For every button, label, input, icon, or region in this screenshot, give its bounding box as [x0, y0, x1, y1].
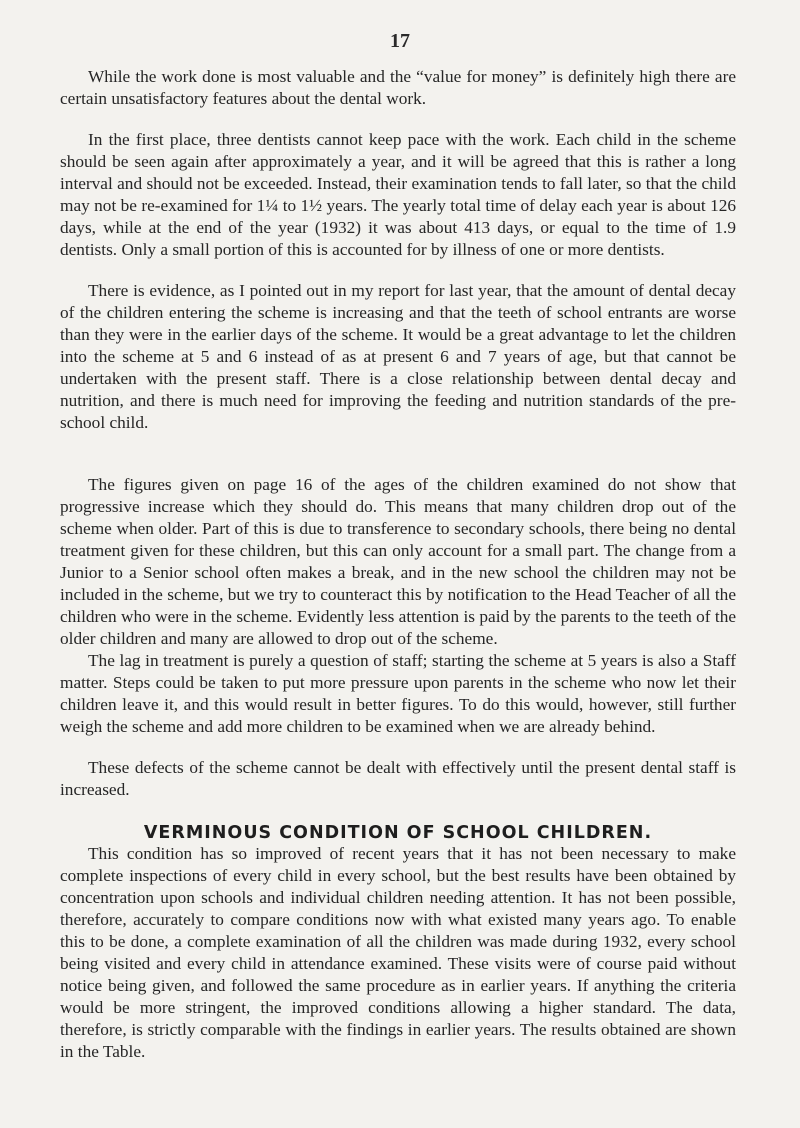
page-number: 17 [390, 30, 410, 52]
paragraph-dental-decay: There is evidence, as I pointed out in my report for last year, that the amount of dental decay of the children entering the scheme is increasing and that the teeth of school entrants are worse than they were in the earlier days of the scheme. It would be a great advantage to let the children into the scheme at 5 and 6 instead of as at present 6 and 7 years of age, but that cannot be undertaken with the present staff. There is a close relationship between dental decay and nutrition, and there is much need for improving the feeding and nutrition standards of the pre-school child. [60, 281, 736, 432]
paragraph-dentists-pace: In the first place, three dentists cannot keep pace with the work. Each child in the scheme should be seen again after approximately a year, and it will be agreed that this is rather a long interval and should not be exceeded. Instead, their examination tends to fall later, so that the child may not be re-examined for 1¼ to 1½ years. The yearly total time of delay each year is about 126 days, while at the end of the year (1932) it was about 413 days, or equal to the time of 1.9 dentists. Only a small portion of this is accounted for by illness of one or more dentists. [60, 130, 736, 259]
paragraph-defects: These defects of the scheme cannot be dealt with effectively until the present dental staff is increased. [60, 758, 736, 799]
paragraph-treatment-lag: The lag in treatment is purely a question of staff; starting the scheme at 5 years is also a Staff matter. Steps could be taken to put more pressure upon parents in the scheme who now let their children leave it, and this would result in better figures. To do this would, however, still further weigh the scheme and add more children to be examined when we are already behind. [60, 651, 736, 736]
paragraph-value-for-money: While the work done is most valuable and the “value for money” is definitely high there are certain unsatisfactory features about the dental work. [60, 67, 736, 108]
section-heading: VERMINOUS CONDITION OF SCHOOL CHILDREN. [143, 823, 653, 843]
paragraph-verminous-condition: This condition has so improved of recent years that it has not been necessary to make complete inspections of every child in every school, but the best results have been obtained by concentration upon schools and individual children needing attention. It has not been possible, therefore, accurately to compare conditions now with what existed many years ago. To enable this to be done, a complete examination of all the children was made during 1932, every school being visited and every child in attendance examined. These visits were of course paid without notice being given, and followed the same procedure as in earlier years. If anything the criteria would be more stringent, the improved conditions allowing a higher standard. The data, therefore, is strictly comparable with the findings in earlier years. The results obtained are shown in the Table. [60, 844, 736, 1061]
paragraph-age-figures: The figures given on page 16 of the ages of the children examined do not show that progressive increase which they should do. This means that many children drop out of the scheme when older. Part of this is due to transference to secondary schools, there being no dental treatment given for these children, but this can only account for a small part. The change from a Junior to a Senior school often makes a break, and in the new school the children may not be included in the scheme, but we try to counteract this by notification to the Head Teacher of all the children who were in the scheme. Evidently less attention is paid by the parents to the teeth of the older children and many are allowed to drop out of the scheme. [60, 475, 736, 648]
page-body [60, 66, 736, 1063]
